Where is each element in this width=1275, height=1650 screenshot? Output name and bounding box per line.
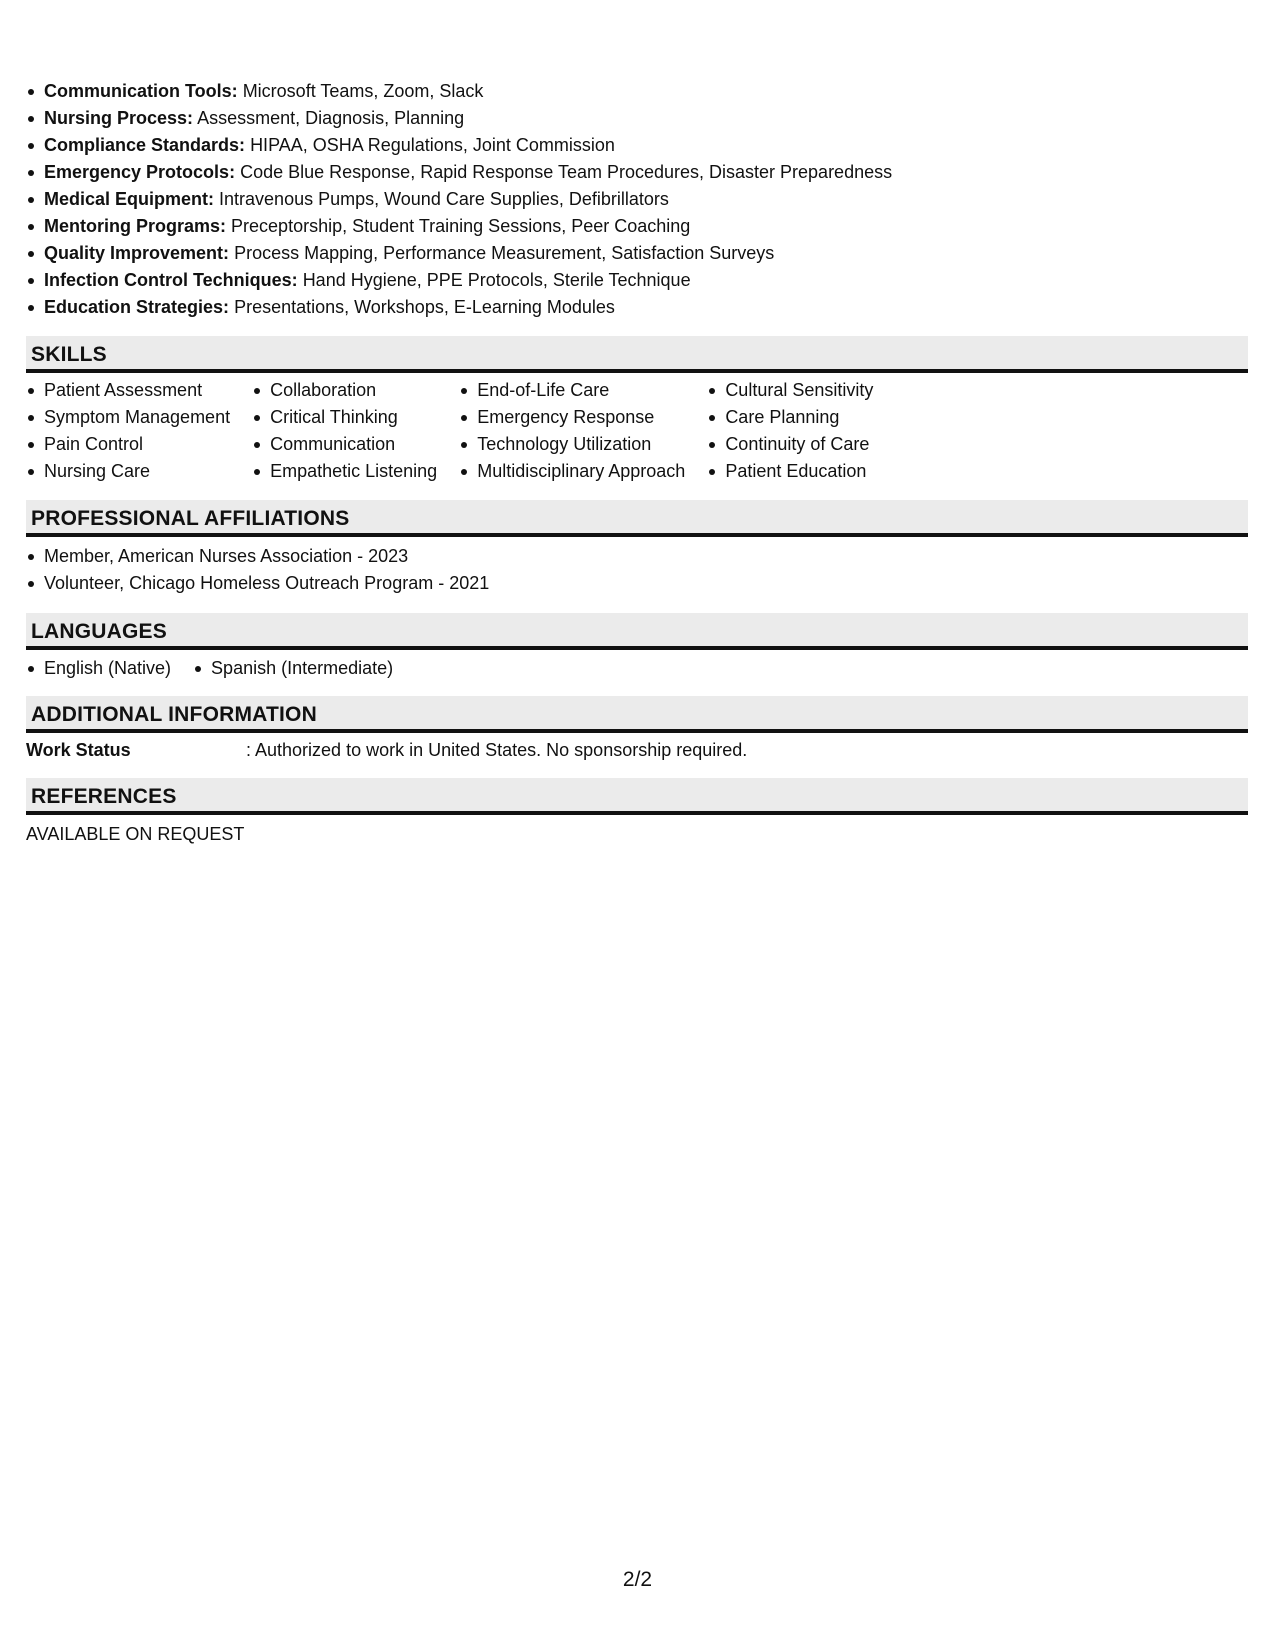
skills-heading: SKILLS <box>26 336 1248 373</box>
page-number: 2/2 <box>622 1568 653 1591</box>
list-item <box>26 213 1248 240</box>
languages-list <box>193 655 393 682</box>
skills-column-2 <box>252 377 437 485</box>
item-value: Code Blue Response, Rapid Response Team Procedures, Disaster Preparedness <box>240 162 893 182</box>
list-item <box>26 159 1248 186</box>
resume-page <box>26 78 1248 848</box>
item-label: Infection Control Techniques: <box>44 270 298 290</box>
item-value: Intravenous Pumps, Wound Care Supplies, Defibrillators <box>219 189 669 209</box>
list-item <box>26 78 1248 105</box>
list-item <box>26 294 1248 321</box>
item-value: Process Mapping, Performance Measurement, Satisfaction Surveys <box>234 243 775 263</box>
list-item <box>26 240 1248 267</box>
list-item: Collaboration <box>252 377 437 404</box>
item-label: Compliance Standards: <box>44 135 246 155</box>
list-item: Volunteer, Chicago Homeless Outreach Program - 2021 <box>26 570 1248 597</box>
list-item: Spanish (Intermediate) <box>193 655 393 682</box>
additional-info-heading: ADDITIONAL INFORMATION <box>26 696 1248 733</box>
item-value: HIPAA, OSHA Regulations, Joint Commission <box>250 135 615 155</box>
skills-column-1 <box>26 377 230 485</box>
languages-row <box>26 655 1248 682</box>
list-item <box>26 105 1248 132</box>
list-item: Multidisciplinary Approach <box>459 458 685 485</box>
item-value: Assessment, Diagnosis, Planning <box>197 108 465 128</box>
work-status-row <box>26 737 1248 764</box>
list-item: Continuity of Care <box>707 431 873 458</box>
references-text: AVAILABLE ON REQUEST <box>26 824 245 844</box>
skills-column-3 <box>459 377 685 485</box>
languages-heading: LANGUAGES <box>26 613 1248 650</box>
work-status-value: : Authorized to work in United States. No sponsorship required. <box>246 740 748 760</box>
item-value: Presentations, Workshops, E-Learning Modules <box>234 297 615 317</box>
list-item <box>26 267 1248 294</box>
item-label: Communication Tools: <box>44 81 238 101</box>
list-item: Critical Thinking <box>252 404 437 431</box>
affiliations-heading: PROFESSIONAL AFFILIATIONS <box>26 500 1248 537</box>
tools-list <box>26 78 1248 321</box>
list-item <box>26 132 1248 159</box>
list-item: End-of-Life Care <box>459 377 685 404</box>
item-value: Microsoft Teams, Zoom, Slack <box>242 81 484 101</box>
work-status-label: Work Status <box>26 740 131 760</box>
list-item: Patient Education <box>707 458 873 485</box>
item-label: Mentoring Programs: <box>44 216 227 236</box>
references-heading: REFERENCES <box>26 778 1248 815</box>
list-item: English (Native) <box>26 655 171 682</box>
affiliations-list <box>26 543 1248 597</box>
list-item: Cultural Sensitivity <box>707 377 873 404</box>
item-value: Hand Hygiene, PPE Protocols, Sterile Technique <box>302 270 691 290</box>
list-item: Nursing Care <box>26 458 230 485</box>
list-item: Patient Assessment <box>26 377 230 404</box>
languages-list <box>26 655 171 682</box>
item-value: Preceptorship, Student Training Sessions, Peer Coaching <box>231 216 691 236</box>
list-item: Care Planning <box>707 404 873 431</box>
item-label: Emergency Protocols: <box>44 162 236 182</box>
list-item <box>26 186 1248 213</box>
item-label: Nursing Process: <box>44 108 194 128</box>
list-item: Pain Control <box>26 431 230 458</box>
skills-grid <box>26 377 1248 485</box>
item-label: Education Strategies: <box>44 297 230 317</box>
list-item: Member, American Nurses Association - 2023 <box>26 543 1248 570</box>
list-item: Technology Utilization <box>459 431 685 458</box>
list-item: Emergency Response <box>459 404 685 431</box>
list-item: Empathetic Listening <box>252 458 437 485</box>
list-item: Communication <box>252 431 437 458</box>
item-label: Quality Improvement: <box>44 243 230 263</box>
skills-column-4 <box>707 377 873 485</box>
list-item: Symptom Management <box>26 404 230 431</box>
item-label: Medical Equipment: <box>44 189 215 209</box>
